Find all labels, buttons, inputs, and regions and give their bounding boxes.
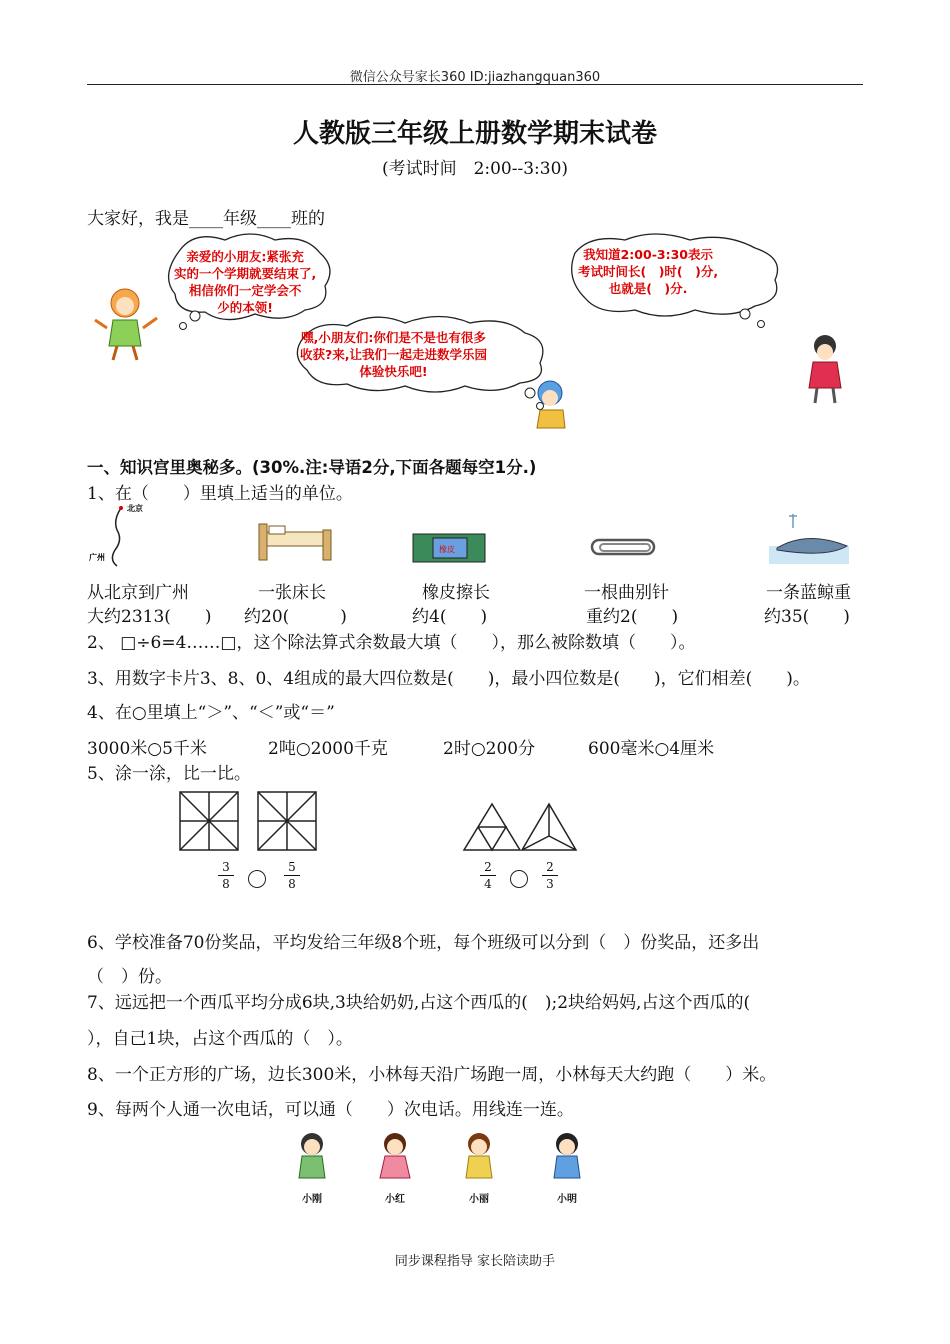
- q1-item-4-line2: 重约2( ): [586, 607, 679, 627]
- route-map-icon: [112, 506, 123, 566]
- eraser-icon: [413, 534, 485, 562]
- child-name-3: 小丽: [469, 1194, 489, 1205]
- q4-item-3: 2时○200分: [443, 739, 536, 759]
- q1-item-1-line2: 大约2313( ): [87, 607, 212, 627]
- question-1: 1、在（ ）里填上适当的单位。: [87, 484, 353, 504]
- exam-time: (考试时间 2:00--3:30): [381, 159, 569, 179]
- child-name-4: 小明: [557, 1194, 577, 1205]
- child-xiaoming-figure: [554, 1133, 580, 1178]
- q1-item-3-line2: 约4( ): [412, 607, 488, 627]
- child-xiaoli-figure: [466, 1133, 492, 1178]
- compare-circle-1[interactable]: [248, 870, 266, 888]
- q1-item-3-line1: 橡皮擦长: [422, 583, 490, 603]
- header-watermark: 微信公众号家长360 ID:jiazhangquan360: [349, 70, 601, 85]
- fairy-girl-figure: [95, 289, 157, 360]
- q5-shapes: [170, 786, 590, 856]
- q1-item-1-line1: 从北京到广州: [87, 583, 189, 603]
- section-1-heading: 一、知识宫里奥秘多。(30%.注:导语2分,下面各题每空1分.): [87, 458, 537, 477]
- q1-item-4-line1: 一根曲别针: [584, 583, 669, 603]
- q4-item-2: 2吨○2000千克: [268, 739, 388, 759]
- middle-bubble-text: 嘿,小朋友们:你们是不是也有很多 收获?来,让我们一起走进数学乐园 体验快乐吧!: [300, 330, 488, 379]
- header-rule: [87, 84, 863, 85]
- right-bubble-text: 我知道2:00-3:30表示 考试时间长( )时( )分, 也就是( )分.: [578, 247, 719, 296]
- compare-circle-2[interactable]: [510, 870, 528, 888]
- child-name-2: 小红: [385, 1194, 405, 1205]
- bed-icon: [259, 524, 331, 560]
- question-3: 3、用数字卡片3、8、0、4组成的最大四位数是( )，最小四位数是( )，它们相差( )。: [87, 669, 810, 689]
- question-5: 5、涂一涂，比一比。: [87, 764, 251, 784]
- question-6-line2: （ ）份。: [87, 967, 172, 987]
- question-7-line2: ），自己1块，占这个西瓜的（ ）。: [87, 1029, 353, 1049]
- child-xiaogang-figure: [299, 1133, 325, 1178]
- square-eighths-right: [258, 792, 316, 850]
- fraction-5-8: 5 8: [282, 860, 302, 891]
- q4-item-4: 600毫米○4厘米: [588, 739, 715, 759]
- svg-text:北京: 北京: [127, 504, 143, 513]
- square-eighths-left: [180, 792, 238, 850]
- fraction-2-4: 2 4: [478, 860, 498, 891]
- q4-item-1: 3000米○5千米: [87, 739, 207, 759]
- question-8: 8、一个正方形的广场，边长300米，小林每天沿广场跑一周，小林每天大约跑（ ）米。: [87, 1065, 777, 1085]
- left-bubble-text: 亲爱的小朋友:紧张充 实的一个学期就要结束了, 相信你们一定学会不 少的本领!: [174, 249, 317, 315]
- q1-item-2-line1: 一张床长: [258, 583, 326, 603]
- child-name-1: 小刚: [302, 1194, 322, 1205]
- child-xiaohong-figure: [380, 1133, 410, 1178]
- footer-text: 同步课程指导 家长陪读助手: [394, 1254, 556, 1269]
- blue-whale-icon: [769, 514, 849, 564]
- fraction-3-8: 3 8: [216, 860, 236, 891]
- question-9: 9、每两个人通一次电话，可以通（ ）次电话。用线连一连。: [87, 1100, 574, 1120]
- q1-item-5-line1: 一条蓝鲸重: [766, 583, 851, 603]
- paper-clip-icon: [592, 540, 654, 554]
- question-6-line1: 6、学校准备70份奖品，平均发给三年级8个班，每个班级可以分到（ ）份奖品，还多出: [87, 933, 760, 953]
- triangle-quarters: [464, 804, 520, 850]
- triangle-thirds: [522, 804, 576, 850]
- q1-item-5-line2: 约35( ): [764, 607, 850, 627]
- q9-children: [292, 1126, 602, 1186]
- intro-line: 大家好，我是____年级____班的: [87, 209, 325, 229]
- question-2: 2、 □÷6=4……□，这个除法算式余数最大填（ ），那么被除数填（ ）。: [87, 633, 696, 653]
- fraction-2-3: 2 3: [540, 860, 560, 891]
- q1-images: [87, 500, 867, 572]
- svg-text:广州: 广州: [89, 553, 105, 562]
- question-4: 4、在○里填上“＞”、“＜”或“＝”: [87, 703, 335, 723]
- q1-item-2-line2: 约20( ): [244, 607, 347, 627]
- svg-text:橡皮: 橡皮: [439, 545, 455, 554]
- page-title: 人教版三年级上册数学期末试卷: [292, 119, 657, 149]
- question-7-line1: 7、远远把一个西瓜平均分成6块,3块给奶奶,占这个西瓜的( );2块给妈妈,占这个西瓜的(: [87, 993, 751, 1013]
- girl-figure: [809, 335, 841, 403]
